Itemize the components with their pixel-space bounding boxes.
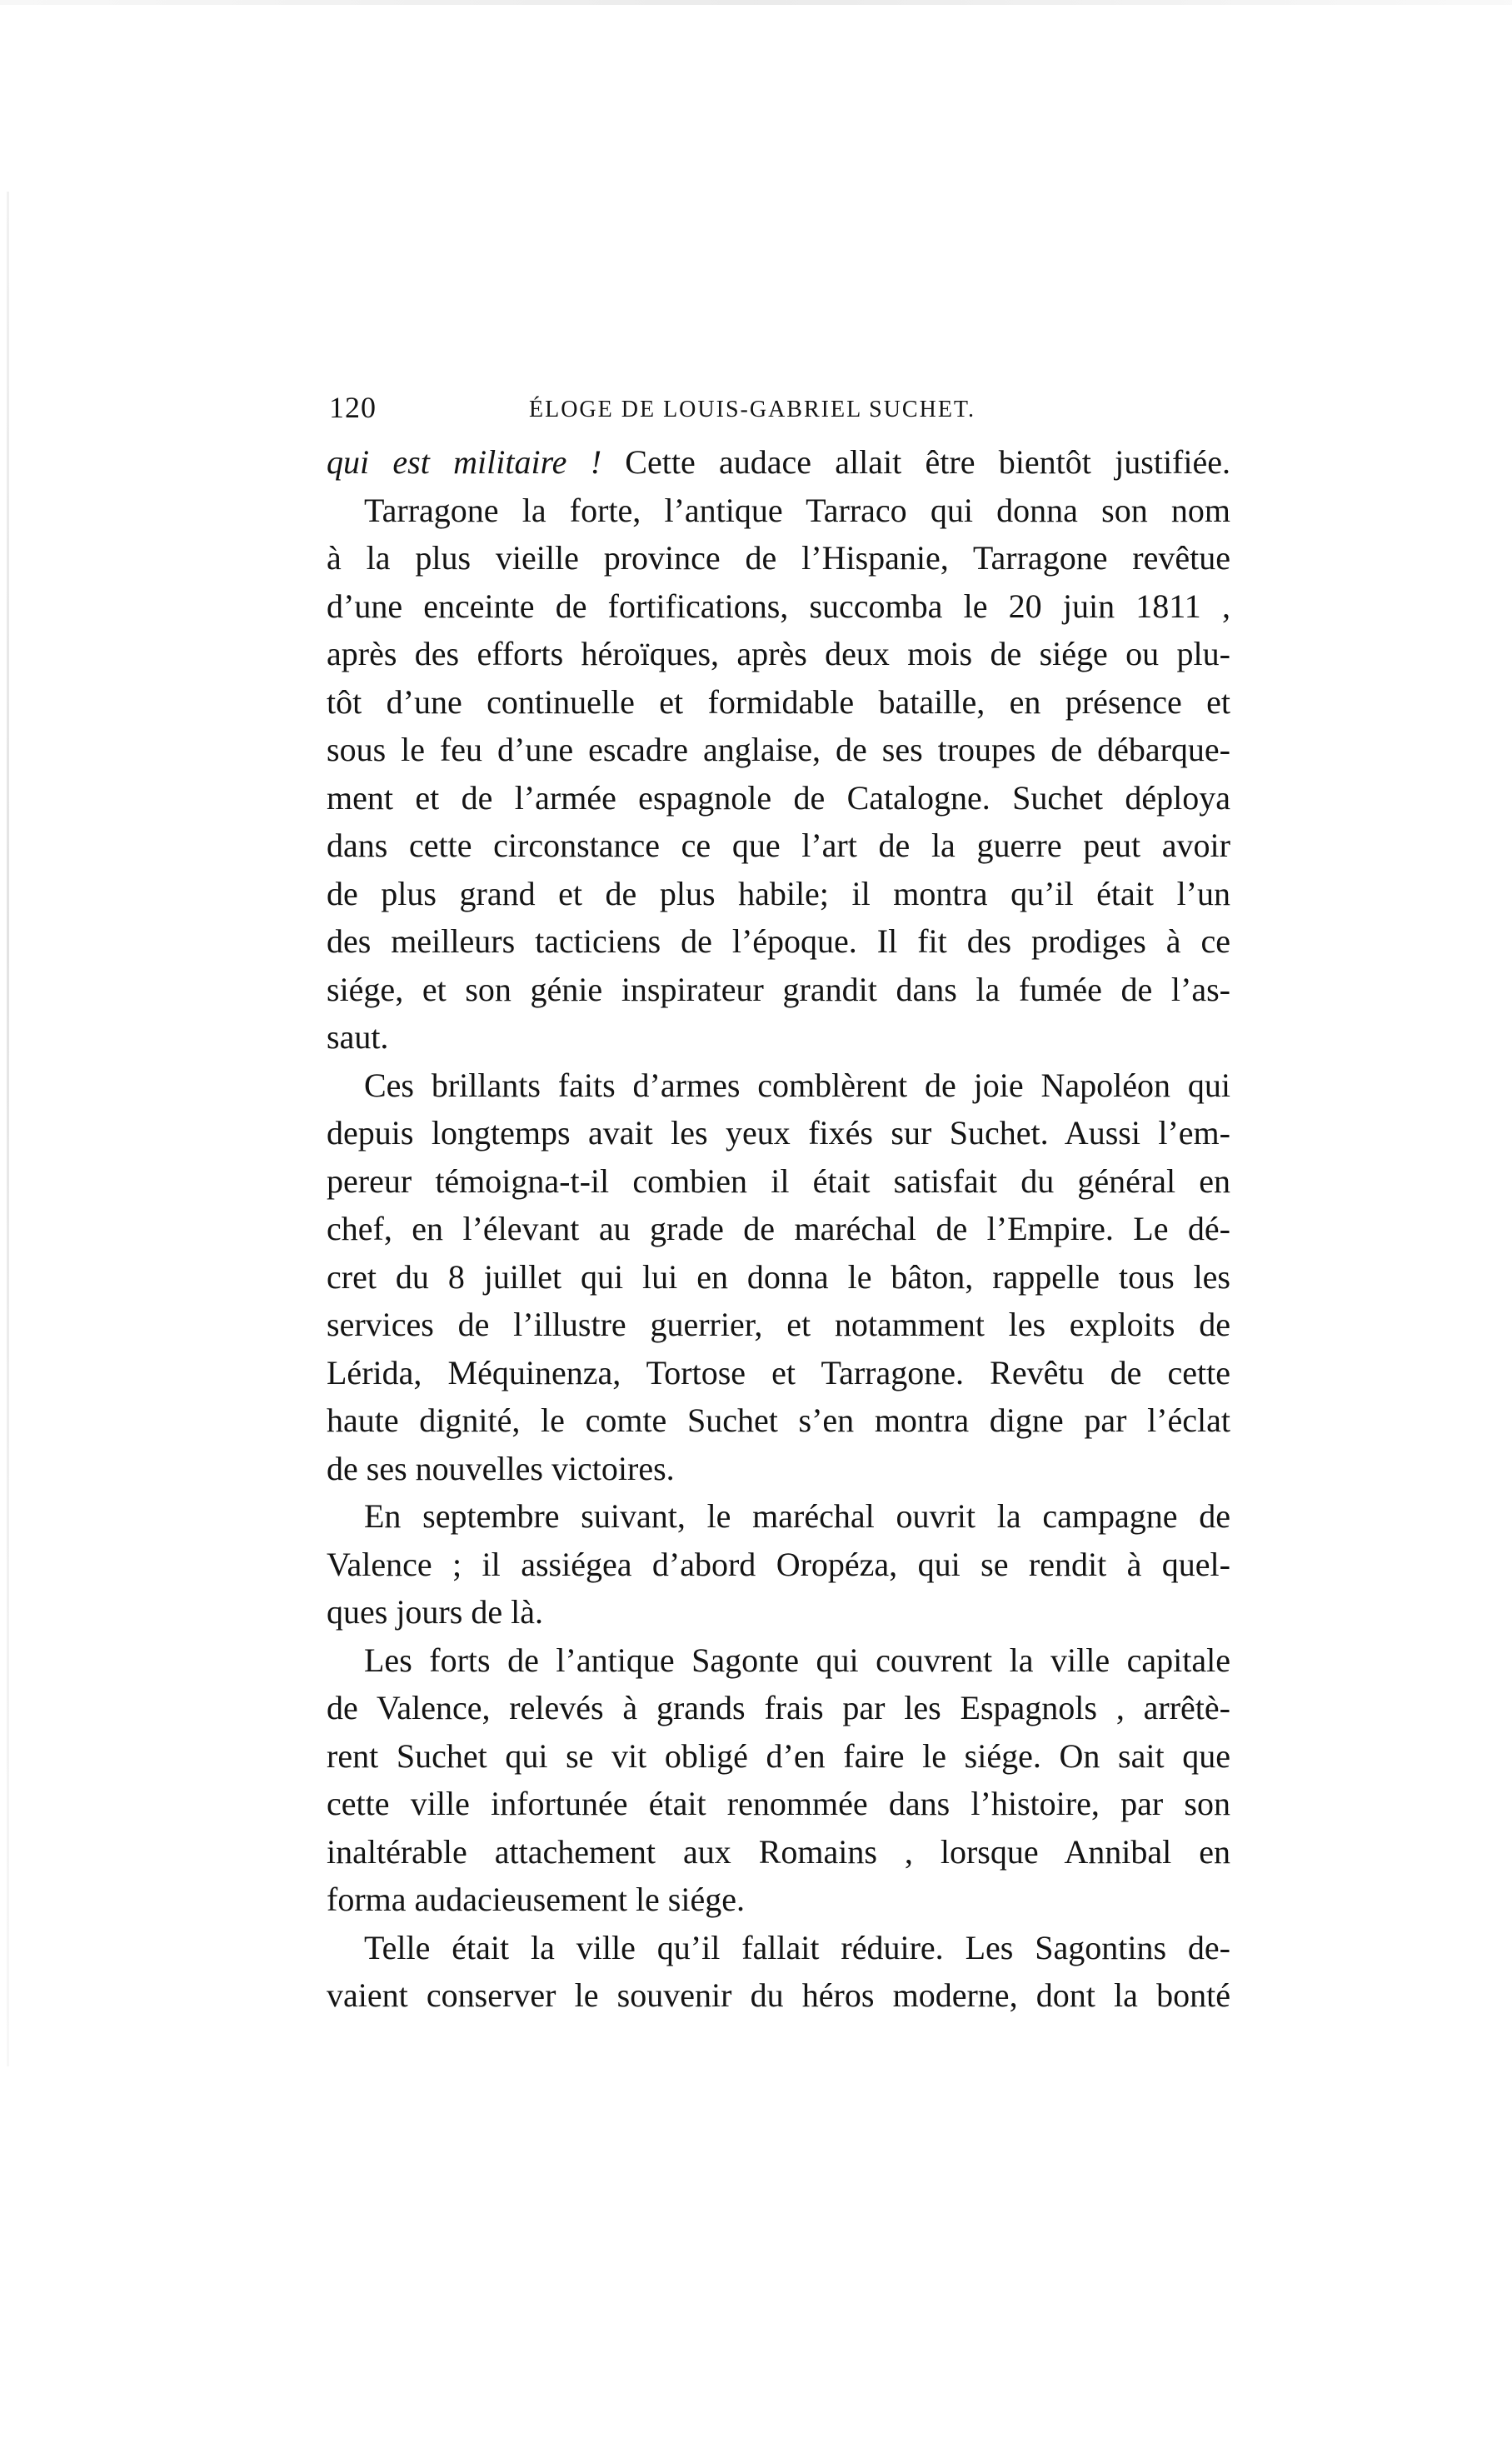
scan-top-edge [0,0,1512,5]
italic-phrase: qui est militaire ! [327,443,602,481]
text-line: Ces brillants faits d’armes comblèrent de joie Napoléon qui [364,1066,1230,1104]
text-line: Les forts de l’antique Sagonte qui couvrent la ville capitale [364,1641,1230,1679]
body-text [327,438,1230,2020]
text-line: Valence ; il assiégea d’abord Oropéza, qui se rendit à quel- [327,1545,1230,1583]
text-line: ques jours de là. [327,1593,543,1631]
text-line: pereur témoigna-t-il combien il était satisfait du général en [327,1162,1230,1200]
text-line: Lérida, Méquinenza, Tortose et Tarragone. Revêtu de cette [327,1353,1230,1391]
text-line: services de l’illustre guerrier, et notamment les exploits de [327,1306,1230,1343]
text-line: d’une enceinte de fortifications, succomba le 20 juin 1811 , [327,587,1230,625]
text-line: siége, et son génie inspirateur grandit dans la fumée de l’as- [327,970,1230,1008]
running-head: ÉLOGE DE LOUIS-GABRIEL SUCHET. [529,397,976,422]
page-header [329,390,1225,440]
page-number: 120 [329,391,377,424]
text-line: tôt d’une continuelle et formidable bataille, en présence et [327,682,1230,721]
text-line: de plus grand et de plus habile; il montra qu’il était l’un [327,874,1230,912]
text-line: qui est militaire ! Cette audace allait être bientôt justifiée. [327,443,1230,481]
text-line: En septembre suivant, le maréchal ouvrit la campagne de [364,1497,1230,1535]
text-line: depuis longtemps avait les yeux fixés sur Suchet. Aussi l’em- [327,1114,1230,1152]
text-line: Tarragone la forte, l’antique Tarraco qui donna son nom [364,491,1230,529]
text-line: ment et de l’armée espagnole de Catalogne. Suchet déploya [327,778,1230,817]
text-line: rent Suchet qui se vit obligé d’en faire le siége. On sait que [327,1736,1230,1775]
text-line: Telle était la ville qu’il fallait réduire. Les Sagontins de- [364,1928,1230,1966]
text-line: dans cette circonstance ce que l’art de la guerre peut avoir [327,827,1230,864]
text-line: des meilleurs tacticiens de l’époque. Il fit des prodiges à ce [327,922,1230,960]
text-line: haute dignité, le comte Suchet s’en montra digne par l’éclat [327,1401,1230,1439]
text-line: de ses nouvelles victoires. [327,1449,675,1487]
scan-left-edge [7,192,9,2066]
text-line: inaltérable attachement aux Romains , lorsque Annibal en [327,1832,1230,1871]
text-line: à la plus vieille province de l’Hispanie, Tarragone revêtue [327,539,1230,577]
text-line: forma audacieusement le siége. [327,1881,745,1918]
text-line: cette ville infortunée était renommée dans l’histoire, par son [327,1785,1230,1822]
text-line: vaient conserver le souvenir du héros moderne, dont la bonté [327,1976,1230,2014]
text-line: après des efforts héroïques, après deux mois de siége ou plu- [327,635,1230,672]
text-line: sous le feu d’une escadre anglaise, de ses troupes de débarque- [327,731,1230,768]
text-line: saut. [327,1018,389,1056]
text-line: cret du 8 juillet qui lui en donna le bâton, rappelle tous les [327,1257,1230,1296]
text-line: chef, en l’élevant au grade de maréchal de l’Empire. Le dé- [327,1210,1230,1247]
text-line: de Valence, relevés à grands frais par les Espagnols , arrêtè- [327,1689,1230,1726]
